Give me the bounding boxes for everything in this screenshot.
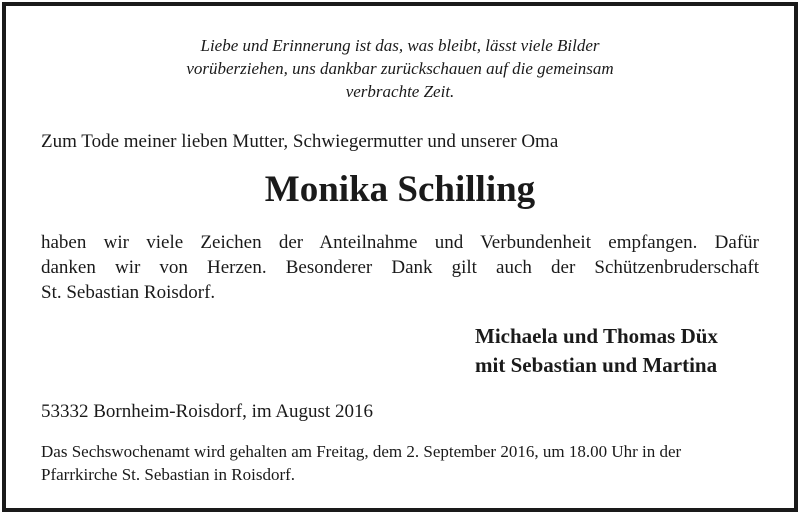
place-date: 53332 Bornheim-Roisdorf, im August 2016	[41, 401, 373, 422]
service-line: Das Sechswochenamt wird gehalten am Freitag, dem 2. September 2016, um 18.00 Uhr in der	[41, 442, 682, 461]
deceased-name: Monika Schilling	[264, 169, 536, 210]
thanks-line: St. Sebastian Roisdorf.	[41, 282, 216, 303]
thanks-line: danken wir von Herzen. Besonderer Dank gilt auch der Schützenbruderschaft	[41, 257, 759, 278]
poem-line: Liebe und Erinnerung ist das, was bleibt, lässt viele Bilder	[200, 36, 600, 55]
service-notice	[41, 440, 681, 486]
memorial-poem	[6, 34, 794, 103]
thanks-paragraph	[41, 230, 759, 305]
obituary-notice	[2, 2, 798, 512]
service-line: Pfarrkirche St. Sebastian in Roisdorf.	[41, 465, 296, 484]
intro-text: Zum Tode meiner lieben Mutter, Schwiegermutter und unserer Oma	[41, 131, 559, 152]
poem-line: vorüberziehen, uns dankbar zurückschauen auf die gemeinsam	[186, 59, 614, 78]
thanks-line: haben wir viele Zeichen der Anteilnahme und Verbundenheit empfangen. Dafür	[41, 232, 759, 253]
signers	[475, 322, 718, 380]
poem-line: verbrachte Zeit.	[345, 82, 455, 101]
signer-line: Michaela und Thomas Düx	[475, 324, 718, 348]
signer-line: mit Sebastian und Martina	[475, 353, 718, 377]
